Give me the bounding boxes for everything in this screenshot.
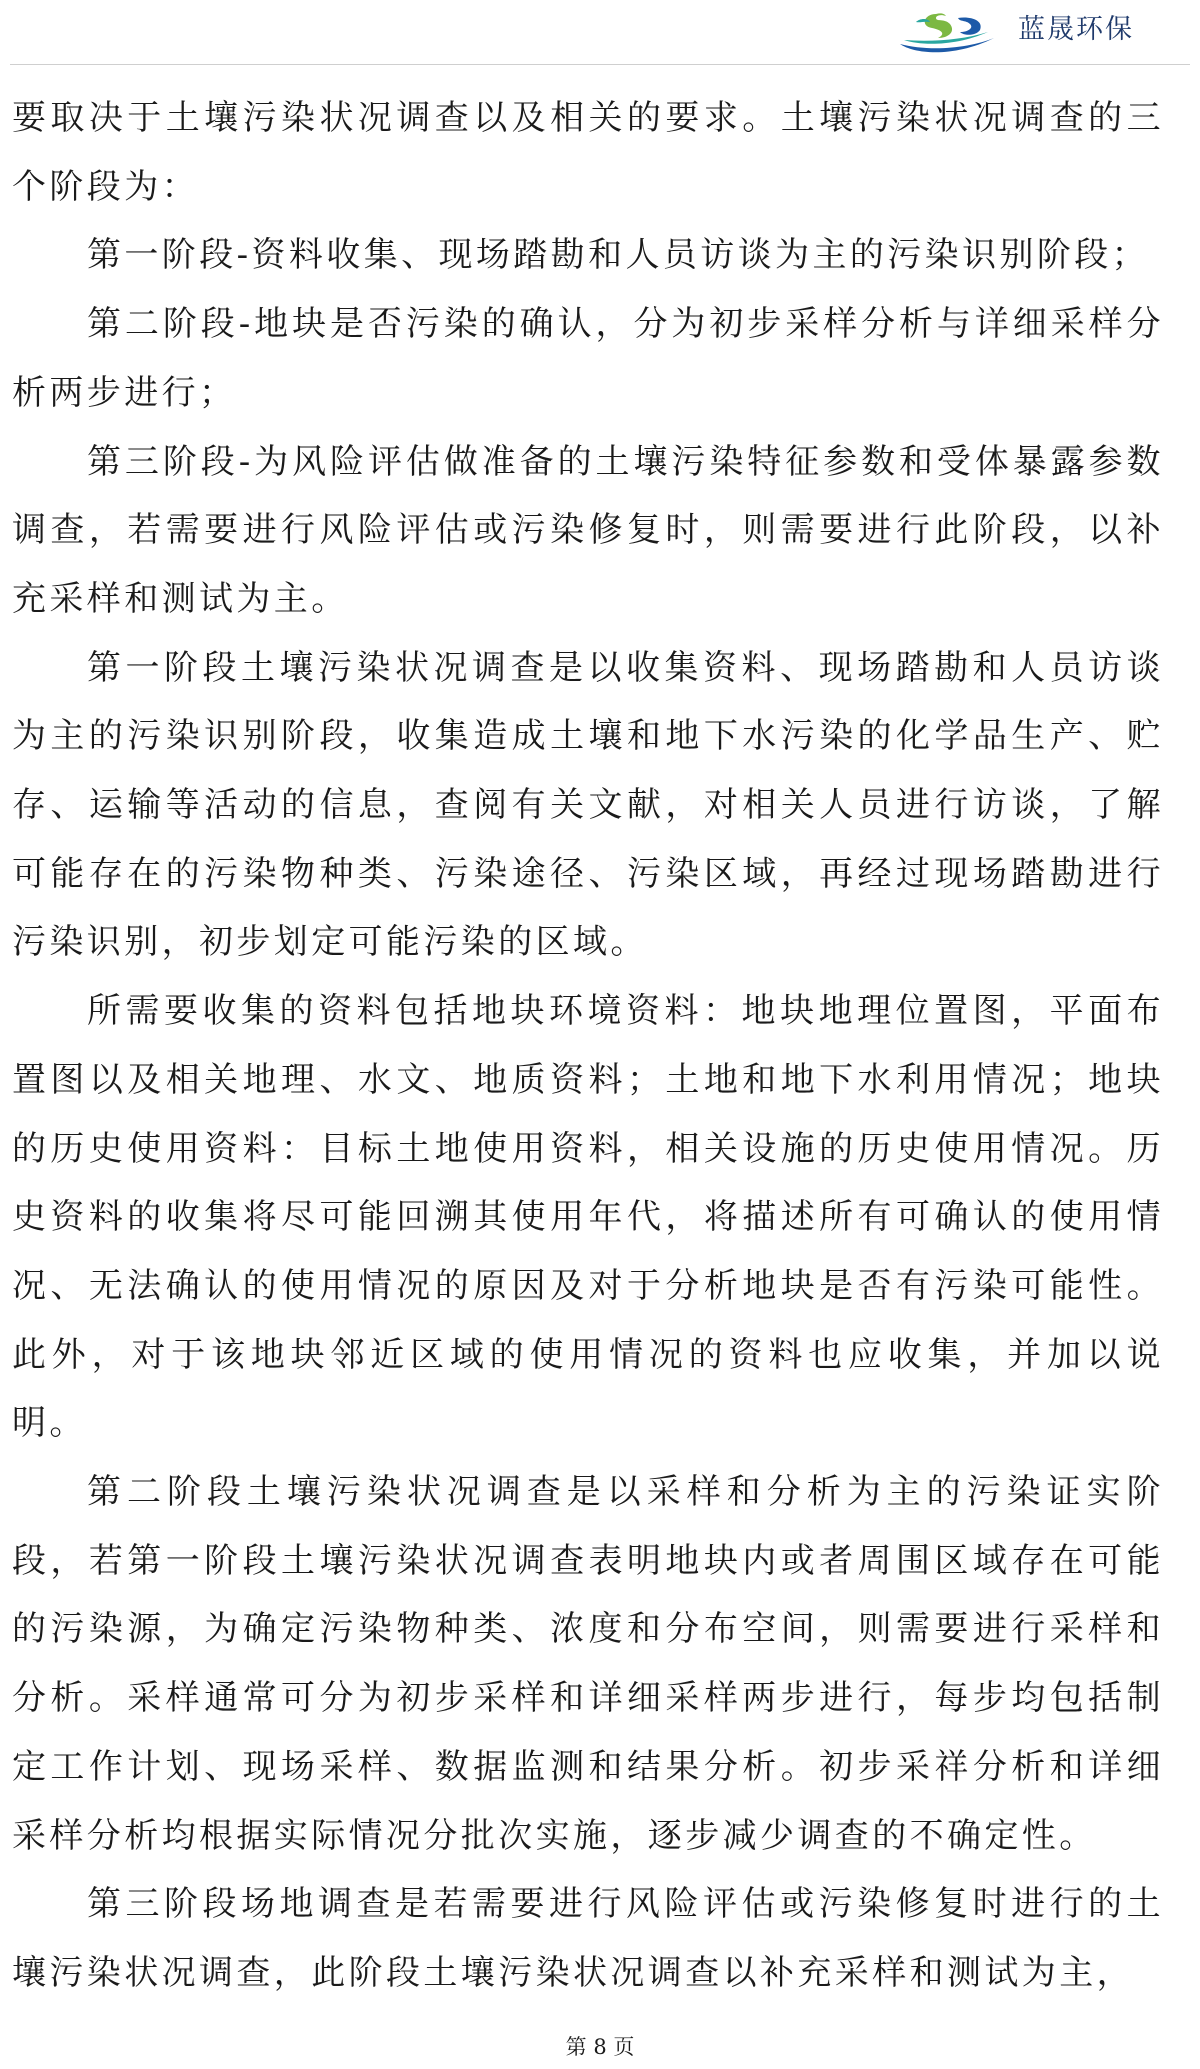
paragraph: 第二阶段-地块是否污染的确认，分为初步采样分析与详细采样分析两步进行； xyxy=(12,304,1164,413)
page-header xyxy=(0,0,1200,66)
paragraph: 第三阶段-为风险评估做准备的土壤污染特征参数和受体暴露参数调查，若需要进行风险评估或污染修复时，则需要进行此阶段，以补充采样和测试为主。 xyxy=(12,441,1164,619)
paragraph: 第二阶段土壤污染状况调查是以采样和分析为主的污染证实阶段，若第一阶段土壤污染状况调查表明地块内或者周围区域存在可能的污染源，为确定污染物种类、浓度和分布空间，则需要进行采样和分析。采样通常可分为初步采样和详细采样两步进行，每步均包括制定工作计划、现场采样、数据监测和结果分析。初步采祥分析和详细采样分析均根据实际情况分批次实施，逐步减少调查的不确定性。 xyxy=(12,1472,1164,1856)
company-logo-icon xyxy=(896,8,998,58)
page-footer xyxy=(0,2034,1200,2060)
paragraph: 第一阶段-资料收集、现场踏勘和人员访谈为主的污染识别阶段； xyxy=(87,235,1150,276)
paragraph: 第一阶段土壤污染状况调查是以收集资料、现场踏勘和人员访谈为主的污染识别阶段，收集造成土壤和地下水污染的化学品生产、贮存、运输等活动的信息，查阅有关文献，对相关人员进行访谈，了解可能存在的污染物种类、污染途径、污染区域，再经过现场踏勘进行污染识别，初步划定可能污染的区域。 xyxy=(12,647,1164,963)
company-brand-name: 蓝晟环保 xyxy=(1018,14,1134,45)
page-number: 第 8 页 xyxy=(565,2035,635,2059)
paragraph: 第三阶段场地调查是若需要进行风险评估或污染修复时进行的土壤污染状况调查，此阶段土壤污染状况调查以补充采样和测试为主， xyxy=(12,1884,1164,1993)
paragraph: 所需要收集的资料包括地块环境资料：地块地理位置图，平面布置图以及相关地理、水文、地质资料；土地和地下水利用情况；地块的历史使用资料：目标土地使用资料，相关设施的历史使用情况。历史资料的收集将尽可能回溯其使用年代，将描述所有可确认的使用情况、无法确认的使用情况的原因及对于分析地块是否有污染可能性。此外，对于该地块邻近区域的使用情况的资料也应收集，并加以说明。 xyxy=(12,991,1164,1444)
header-divider xyxy=(10,64,1190,65)
paragraph: 要取决于土壤污染状况调查以及相关的要求。土壤污染状况调查的三个阶段为： xyxy=(12,98,1164,207)
document-body xyxy=(12,84,1164,2008)
